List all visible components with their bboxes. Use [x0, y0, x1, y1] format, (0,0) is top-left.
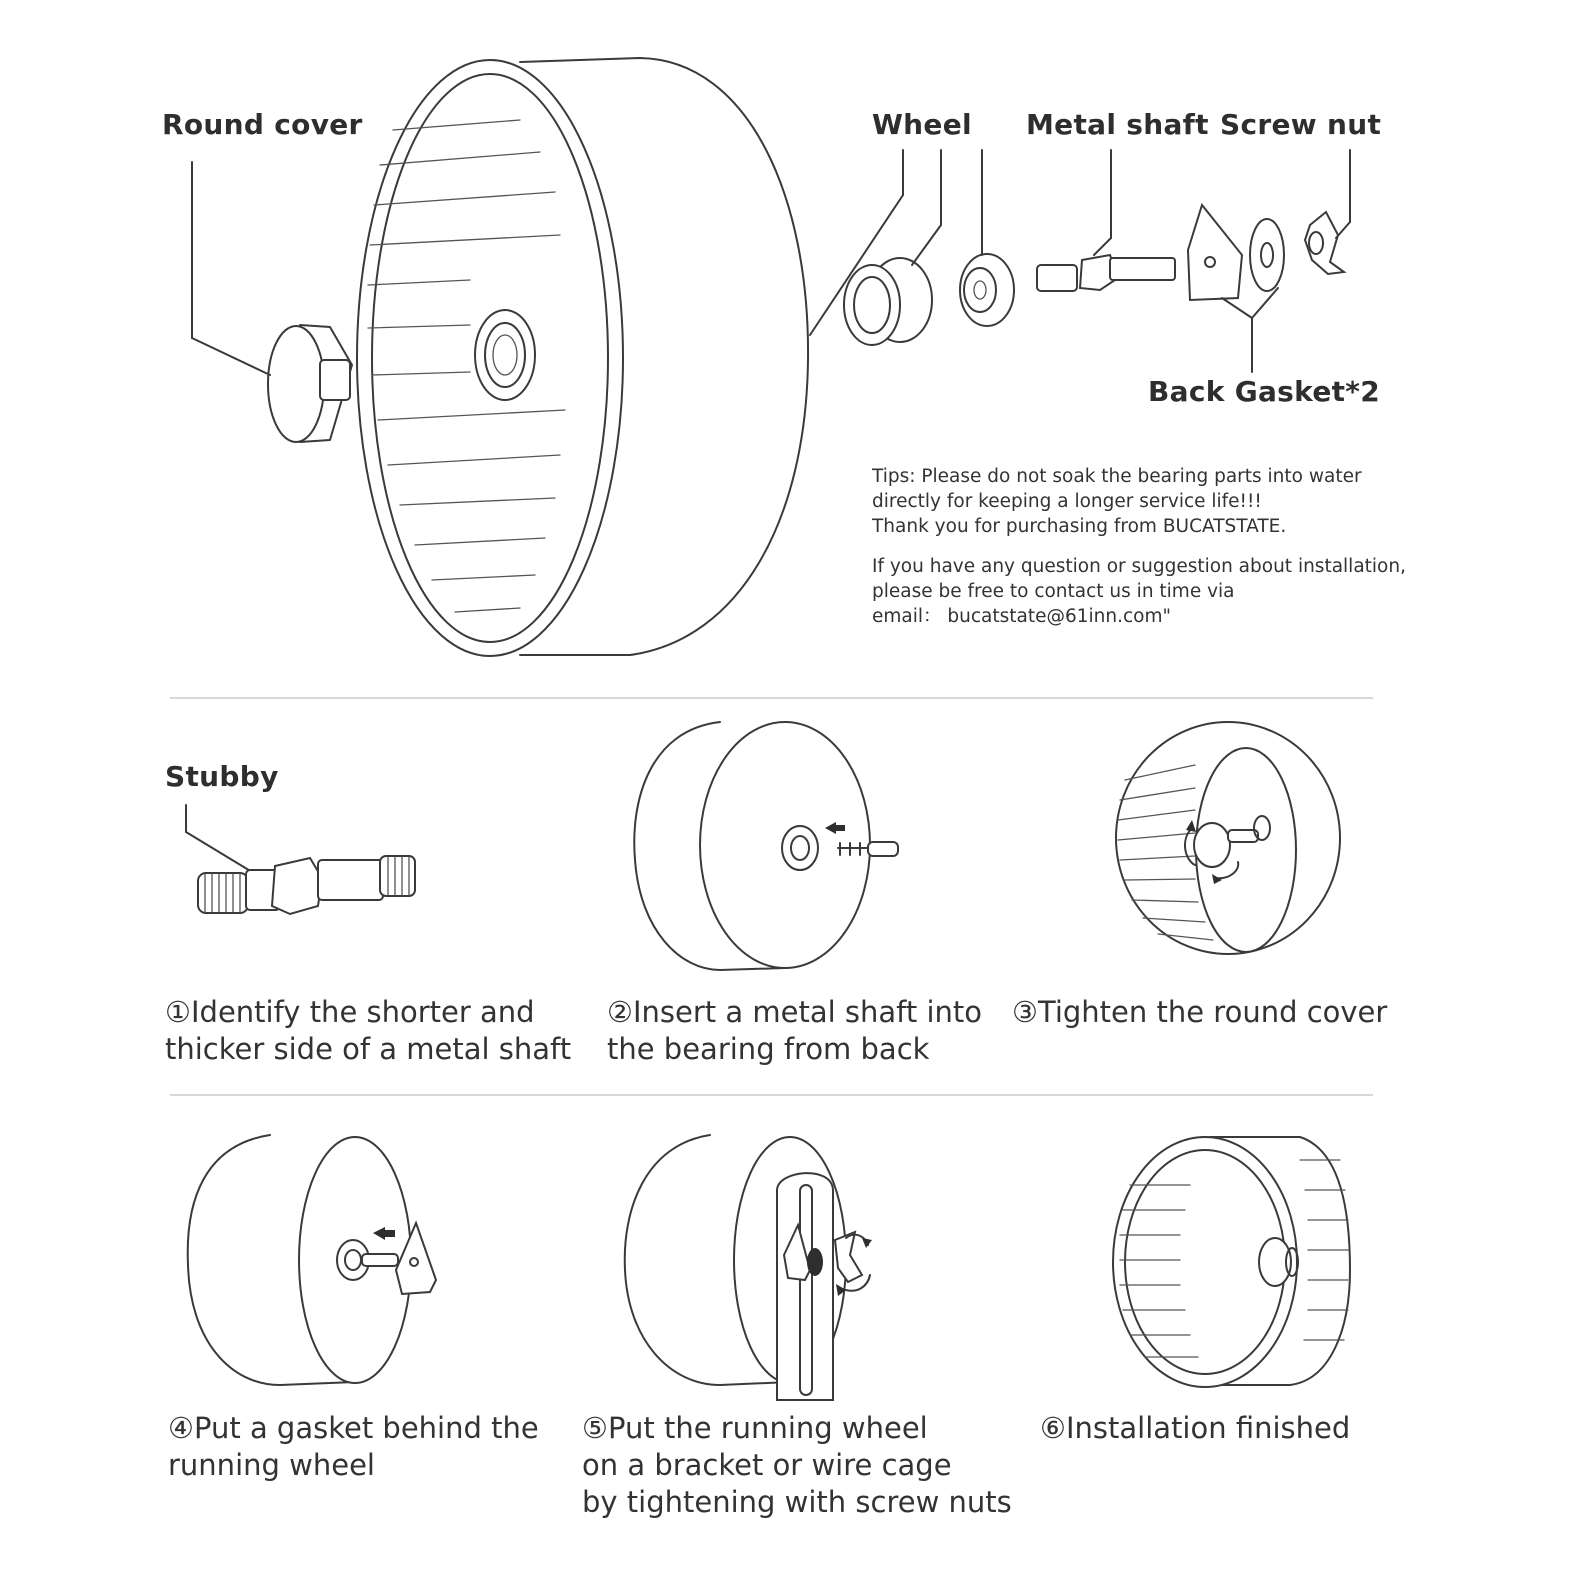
- tips-line: Tips: Please do not soak the bearing parts into water: [872, 466, 1362, 487]
- tips-line: Thank you for purchasing from BUCATSTATE.: [872, 516, 1287, 537]
- step-3-caption: ③Tighten the round cover: [1012, 995, 1388, 1029]
- tips-block: [872, 464, 1406, 629]
- screw-nut-part: [1305, 150, 1350, 274]
- contact-email: email： bucatstate@61inn.com": [872, 606, 1172, 627]
- tips-line: please be free to contact us in time via: [872, 581, 1235, 602]
- step3-illustration: [1116, 722, 1340, 954]
- wheel-bearing-part: [810, 150, 1014, 345]
- step1-shaft-illustration: [186, 805, 415, 914]
- step5-illustration: [625, 1135, 872, 1400]
- big-wheel: [357, 58, 808, 656]
- metal-shaft-part: [1037, 150, 1175, 291]
- wheel-label: Wheel: [872, 108, 972, 141]
- back-gasket-part: [1188, 205, 1284, 372]
- back-gasket-label: Back Gasket*2: [1148, 375, 1381, 408]
- step-2-caption: ②Insert a metal shaft into the bearing from back: [607, 995, 982, 1066]
- step-5-caption: ⑤Put the running wheel on a bracket or wire cage by tightening with screw nuts: [582, 1411, 1012, 1519]
- step-1-caption: ①Identify the shorter and thicker side of a metal shaft: [165, 995, 572, 1066]
- step4-illustration: [188, 1135, 436, 1385]
- step2-illustration: [634, 722, 898, 970]
- stubby-label: Stubby: [165, 760, 279, 793]
- round-cover-part: [192, 162, 352, 442]
- step6-illustration: [1113, 1137, 1350, 1387]
- round-cover-label: Round cover: [162, 108, 363, 141]
- metal-shaft-label: Metal shaft: [1026, 108, 1209, 141]
- step-6-caption: ⑥Installation finished: [1040, 1411, 1351, 1445]
- step-4-caption: ④Put a gasket behind the running wheel: [168, 1411, 539, 1482]
- tips-line: If you have any question or suggestion about installation,: [872, 556, 1406, 577]
- screw-nut-label: Screw nut: [1220, 108, 1382, 141]
- tips-line: directly for keeping a longer service life!!!: [872, 491, 1262, 512]
